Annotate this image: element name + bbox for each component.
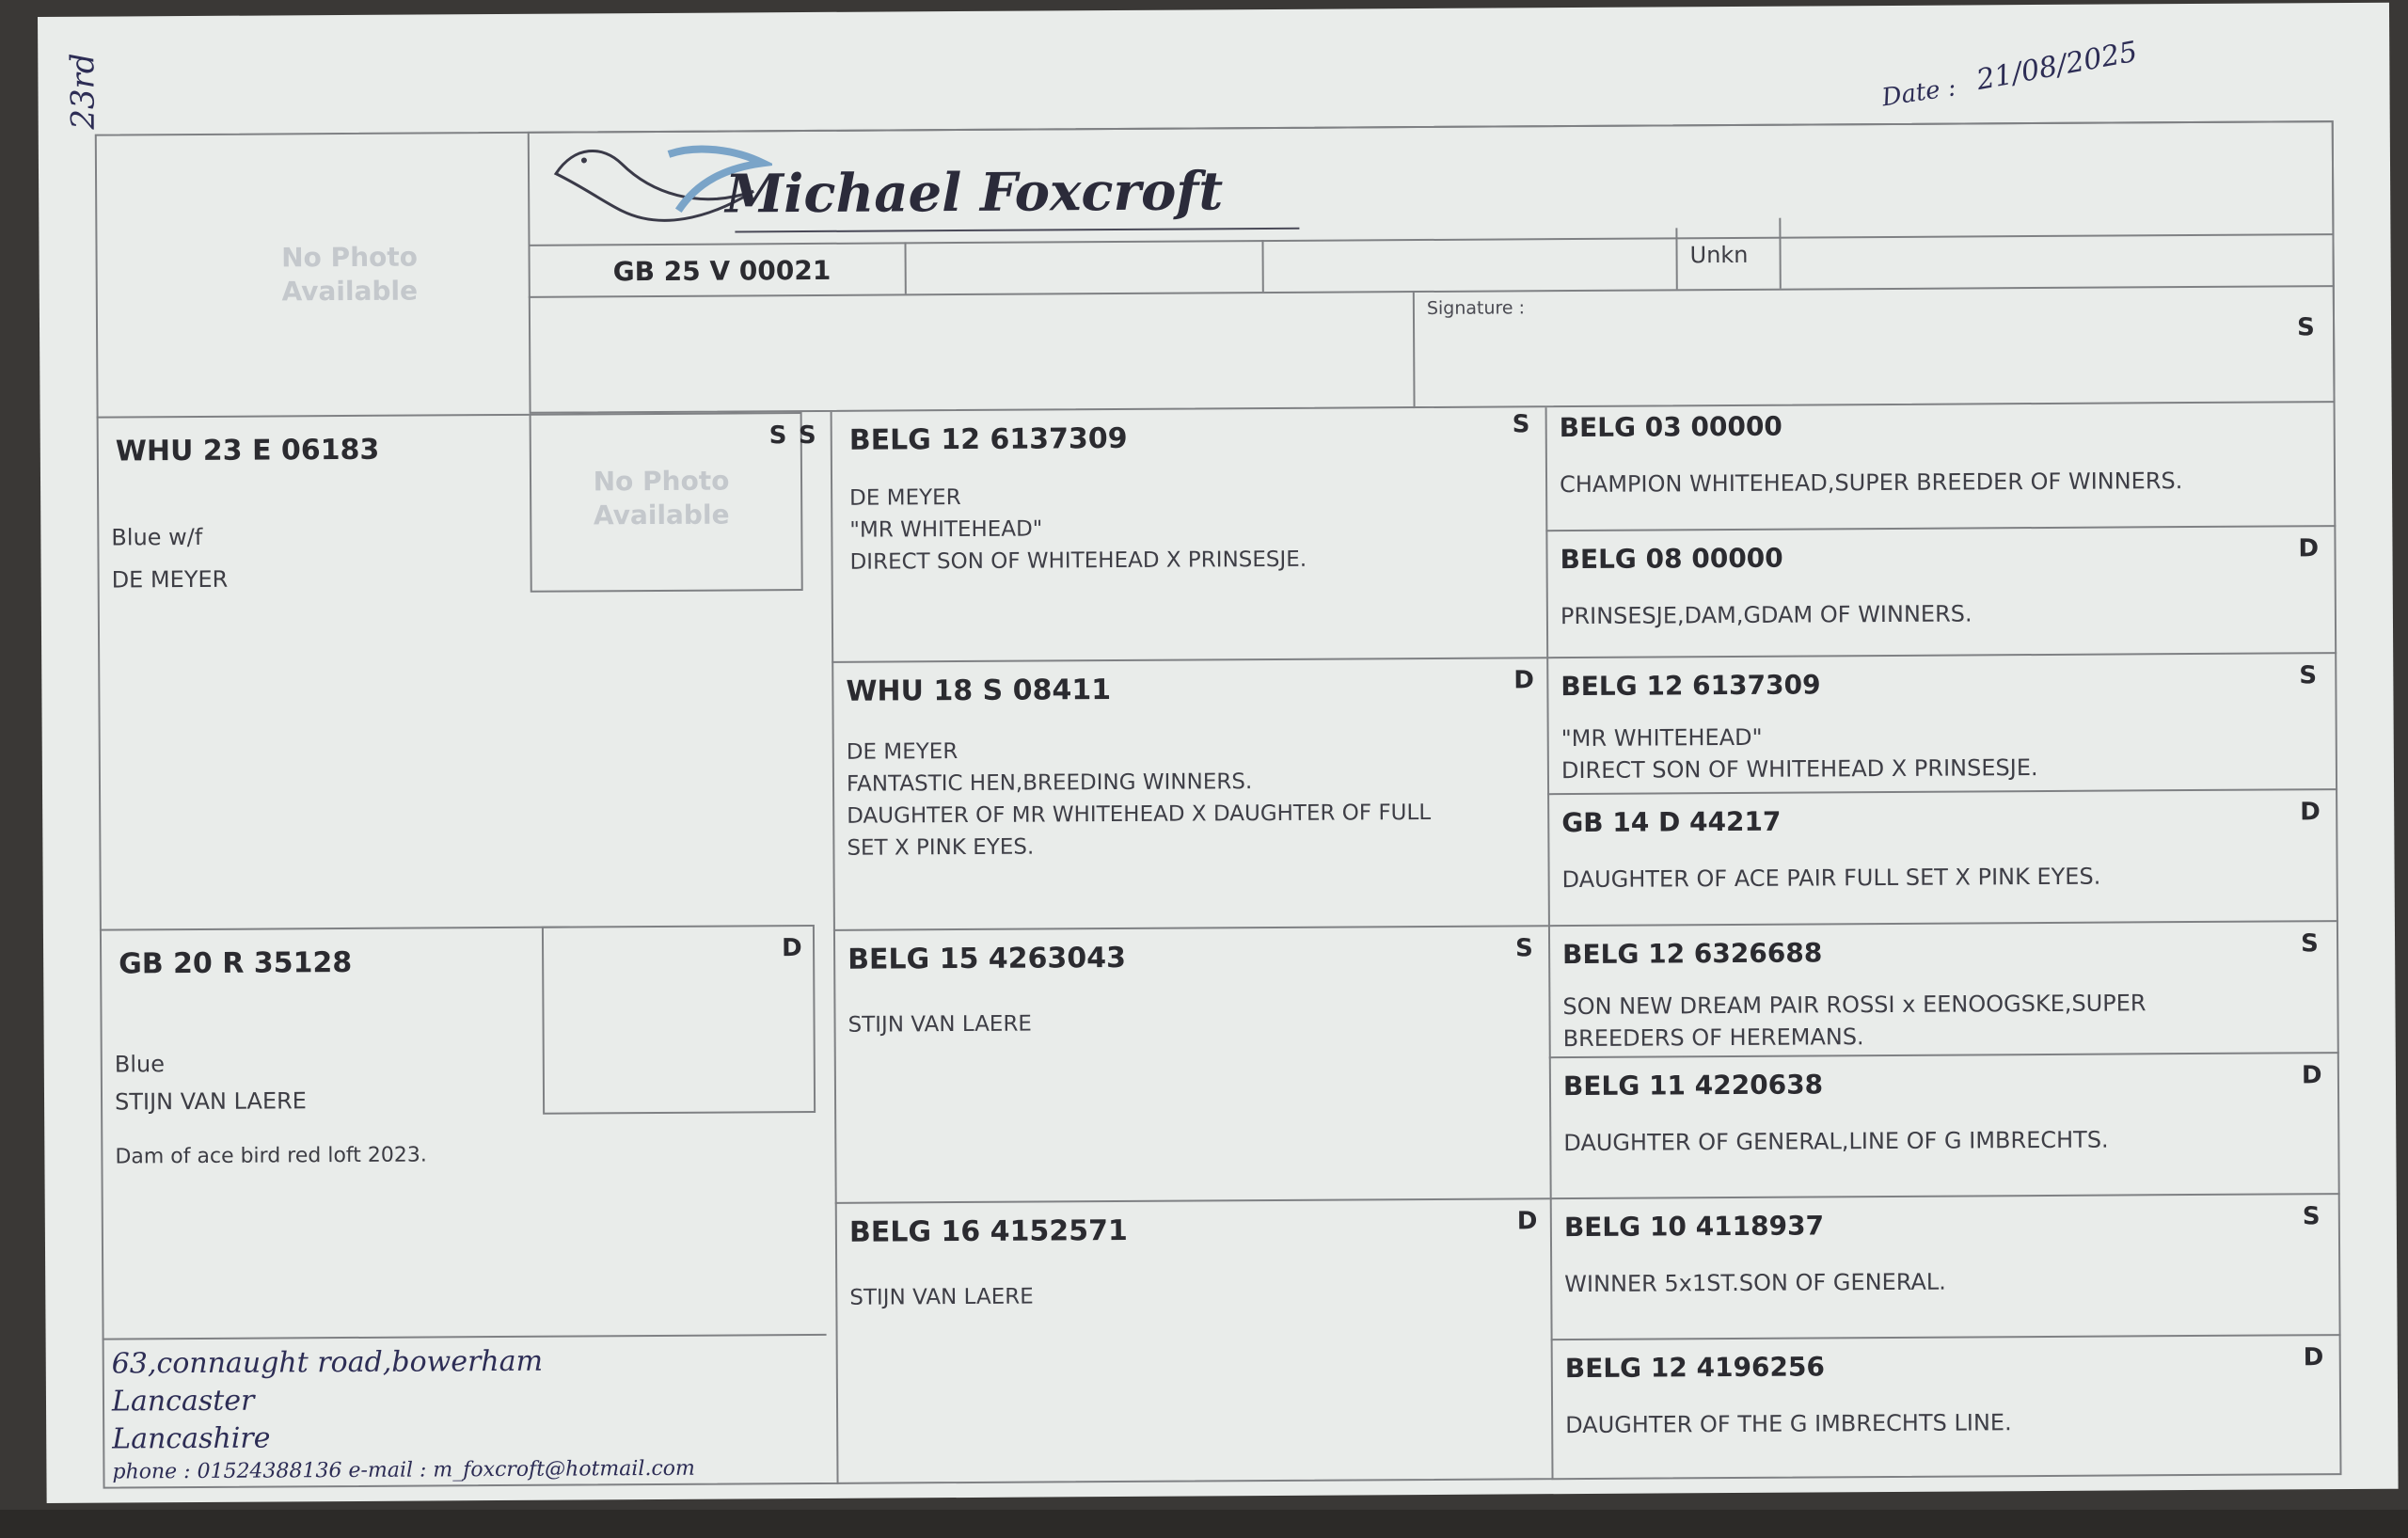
ggp-ring: BELG 08 00000 — [1560, 542, 1783, 576]
ggp-sex: S — [2302, 1202, 2321, 1231]
ggp-note: CHAMPION WHITEHEAD,SUPER BREEDER OF WINNERS. — [1559, 468, 2183, 499]
header-cell-divider — [1261, 240, 1263, 292]
address-line-1: 63,connaught road,bowerham — [111, 1344, 544, 1381]
ggp-ring: BELG 12 4196256 — [1564, 1351, 1826, 1385]
gp-note: DE MEYER FANTASTIC HEN,BREEDING WINNERS. DAUGHTER OF MR WHITEHEAD X DAUGHTER OF FULL SET X PINK EYES. — [846, 739, 1432, 861]
ggp-note: WINNER 5x1ST.SON OF GENERAL. — [1564, 1268, 1946, 1298]
dam-ring: GB 20 R 35128 — [119, 945, 353, 981]
ggp-note: DAUGHTER OF THE G IMBRECHTS LINE. — [1565, 1409, 2012, 1439]
dam-photo-box — [542, 925, 816, 1115]
pedigree-sheet — [38, 3, 2399, 1503]
ggp-note: DAUGHTER OF ACE PAIR FULL SET X PINK EYES. — [1561, 863, 2101, 894]
date-value: 21/08/2025 — [1973, 35, 2141, 98]
bird-photo-placeholder: No Photo Available — [281, 241, 419, 308]
contact-info: phone : 01524388136 e-mail : m_foxcroft@hotmail.com — [112, 1456, 695, 1484]
bird-colour: Unkn — [1689, 241, 1749, 269]
ggp-note: "MR WHITEHEAD" DIRECT SON OF WHITEHEAD X PRINSESJE. — [1560, 723, 2038, 785]
gp-ring: BELG 12 6137309 — [848, 421, 1128, 457]
ggp-ring: BELG 12 6326688 — [1562, 937, 1823, 971]
gp-sex: D — [1513, 666, 1535, 695]
sire-breeder: DE MEYER — [111, 565, 229, 594]
ggp-ring: BELG 10 4118937 — [1563, 1210, 1825, 1244]
sire-ring: WHU 23 E 06183 — [115, 433, 380, 468]
ggp-sex: S — [2300, 929, 2319, 959]
ggp-ring: GB 14 D 44217 — [1561, 805, 1782, 839]
sire-colour: Blue w/f — [111, 523, 203, 551]
ggp-sex: S — [2299, 661, 2318, 690]
address-line-3: Lancashire — [112, 1421, 271, 1456]
signature-label: Signature : — [1426, 297, 1526, 319]
ggp-ring: BELG 03 00000 — [1559, 410, 1782, 444]
sire-photo-placeholder: No Photo Available — [593, 465, 730, 531]
ggp-ring: BELG 11 4220638 — [1562, 1069, 1824, 1102]
gp-note: STIJN VAN LAERE — [849, 1284, 1034, 1310]
ggp-sex: S — [2296, 313, 2315, 342]
ggp-sex: D — [2303, 1343, 2324, 1372]
handwritten-note: 23rd — [64, 53, 103, 130]
date-label: Date : — [1879, 73, 1958, 113]
gp-sex: S — [798, 420, 816, 451]
gp-note: STIJN VAN LAERE — [848, 1011, 1033, 1038]
ggp-ring: BELG 12 6137309 — [1560, 669, 1821, 703]
ggp-sex: D — [2298, 534, 2320, 563]
gp-ring: WHU 18 S 08411 — [846, 674, 1112, 708]
ggp-sex: D — [2300, 798, 2321, 827]
gp-sex: S — [1512, 410, 1530, 439]
dam-colour: Blue — [114, 1051, 165, 1078]
breeder-name: Michael Foxcroft — [724, 160, 1224, 226]
ggp-note: PRINSESJE,DAM,GDAM OF WINNERS. — [1560, 600, 1972, 630]
gp-ring: BELG 15 4263043 — [848, 941, 1127, 976]
header-cell-divider — [1675, 228, 1677, 289]
gp-sex: D — [1516, 1207, 1538, 1236]
dam-breeder: STIJN VAN LAERE — [114, 1087, 307, 1116]
sire-sex: S — [768, 421, 787, 451]
ggp-note: DAUGHTER OF GENERAL,LINE OF G IMBRECHTS. — [1563, 1126, 2109, 1157]
gp-note: DE MEYER "MR WHITEHEAD" DIRECT SON OF WHITEHEAD X PRINSESJE. — [849, 485, 1307, 575]
dam-sex: D — [781, 934, 802, 963]
gp-sex: S — [1514, 934, 1533, 963]
ggp-sex: D — [2301, 1061, 2322, 1090]
ggp-note: SON NEW DREAM PAIR ROSSI x EENOOGSKE,SUPER BREEDERS OF HEREMANS. — [1562, 990, 2147, 1053]
address-line-2: Lancaster — [111, 1384, 255, 1419]
dam-note: Dam of ace bird red loft 2023. — [115, 1143, 427, 1169]
table-surface — [0, 1510, 2408, 1538]
bird-ring: GB 25 V 00021 — [612, 254, 832, 288]
header-cell-divider — [904, 242, 906, 293]
gp-ring: BELG 16 4152571 — [848, 1213, 1128, 1249]
